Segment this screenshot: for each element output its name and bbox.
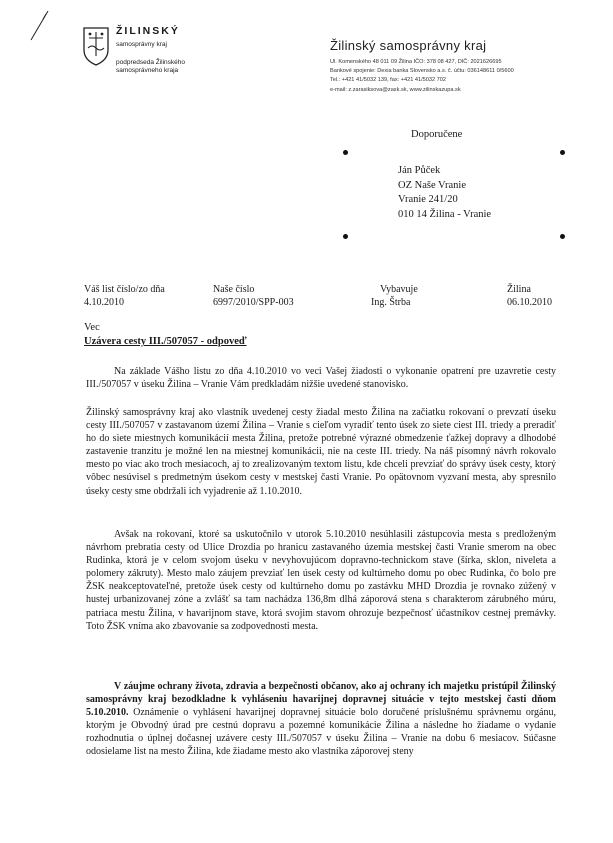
address-corner-mark bbox=[560, 150, 565, 155]
ref-label: Vybavuje bbox=[380, 284, 418, 295]
ref-label: Žilina bbox=[507, 284, 531, 295]
logo-line-2: podpredseda Žilinského bbox=[116, 59, 186, 66]
recipient-city: 010 14 Žilina - Vranie bbox=[398, 208, 492, 220]
ref-value: 6997/2010/SPP-003 bbox=[213, 297, 294, 308]
ref-our-number bbox=[213, 283, 294, 309]
delivery-method: Doporučene bbox=[411, 129, 463, 140]
ref-handled-by bbox=[371, 283, 418, 309]
contact-line: Tel.: +421 41/5032 139, fax: +421 41/5032 702 bbox=[330, 77, 447, 84]
subject-label: Vec bbox=[84, 322, 100, 333]
body-paragraph-2 bbox=[86, 406, 556, 498]
recipient-org: OZ Naše Vranie bbox=[398, 179, 466, 191]
address-corner-mark bbox=[343, 150, 348, 155]
logo-line-3: samosprávneho kraja bbox=[116, 67, 179, 74]
ref-label: Naše číslo bbox=[213, 284, 255, 295]
logo-office bbox=[116, 59, 185, 75]
ref-value: 06.10.2010 bbox=[507, 297, 552, 308]
recipient-name: Ján Půček bbox=[398, 165, 441, 176]
ref-label: Váš list číslo/zo dňa bbox=[84, 284, 165, 295]
recipient-address bbox=[398, 164, 491, 222]
address-corner-mark bbox=[560, 234, 565, 239]
contact-line: Bankové spojenie: Dexia banka Slovensko a.s. č. účtu: 036148611 0/5600 bbox=[330, 68, 514, 75]
body-text bbox=[86, 680, 556, 759]
org-title: Žilinský samosprávny kraj bbox=[330, 38, 487, 53]
body-text: Žilinský samosprávny kraj ako vlastník uvedenej cesty žiadal mesto Žilina na začiatku rokovaní o prevzatí úseku cesty III./507057 v zastavanom území Žilina – Vranie s cieľom vyradiť tento úsek zo siete ciest III. triedy a preradiť ho do siete miestnych komunikácií mesta Žilina, pretože potrebné výrazné obmedzenie ťažkej dopravy a dlhodobé zastavenie tranzitu je možné len na miestnej komunikácii, nie na ceste III. triedy. Na náš písomný návrh rokovalo mesto po viac ako troch mesiacoch, aj to zrealizovaným textom listu, kde chceli prevziať do správy úsek cesty, ktorý vôbec nesúvisel s predmetným úsekom cesty v mestskej časti Vranie. Po opätovnom vyzvaní mesta, aby spresnilo úseky cesty sme obdržali ich vyjadrenie až 1.10.2010. bbox=[86, 407, 556, 497]
coat-of-arms-icon bbox=[82, 26, 110, 66]
ref-your-letter bbox=[84, 283, 165, 309]
body-paragraph-4 bbox=[86, 680, 556, 759]
body-paragraph-1 bbox=[86, 365, 556, 391]
logo-line-1: samosprávny kraj bbox=[116, 41, 167, 48]
contact-line: e-mail: z.zarasiksova@zask.sk, www.zilinskazupa.sk bbox=[330, 86, 461, 93]
logo-name: ŽILINSKÝ bbox=[116, 25, 180, 37]
body-text-regular: Oznámenie o vyhlásení havarijnej dopravnej situácie bolo doručené príslušnému správnemu orgánu, ktorým je Obvodný úrad pre cestnú dopravu a pozemné komunikácie Žilina a následne ho žiadame o vydanie rozhodnutia o úplnej dočasnej uzávere cesty III./507057 v úseku Žilina – Vranie na dobu 6 mesiacov. Súčasne odosielame list na mesto Žilina, kde žiadame mesto ako vlastníka záporovej steny bbox=[86, 707, 556, 758]
subject-title: Uzávera cesty III./507057 - odpoveď bbox=[84, 336, 247, 347]
ref-value: 4.10.2010 bbox=[84, 297, 124, 308]
body-text-bold: V záujme ochrany života, zdravia a bezpečnosti občanov, ako aj ochrany ich majetku pristúpil Žilinský samosprávny kraj bezodkladne k vyhláseniu havarijnej dopravnej situácie v tejto mestskej časti dňom 5.10.2010. bbox=[86, 681, 556, 719]
ref-place-date bbox=[507, 283, 552, 309]
body-paragraph-3 bbox=[86, 528, 556, 633]
address-corner-mark bbox=[343, 234, 348, 239]
body-text: Na základe Vášho listu zo dňa 4.10.2010 vo veci Vašej žiadosti o vykonanie opatrení pre uzavretie cesty III./507057 v úseku Žilina – Vranie Vám predkladám nižšie uvedené stanovisko. bbox=[86, 366, 556, 391]
contact-line: Ul. Komenského 48 011 09 Žilina IČO: 378 08 427, DIČ: 2021626695 bbox=[330, 59, 502, 65]
contact-block bbox=[330, 58, 514, 95]
ref-value: Ing. Štrba bbox=[371, 297, 411, 308]
body-text: Avšak na rokovaní, ktoré sa uskutočnilo v utorok 5.10.2010 nesúhlasili zástupcovia mesta s predloženým návrhom prebratia cesty od Ulice Drozdia po hranicu zastavaného územia mestskej časti Vranie smerom na obec Rudinka, ktorá je v celom svojom úseku v nevyhovujúcom dopravno-technickom stave (šírka, sklon, niveleta a polomery zákruty). Mesto malo záujem prevziať len úsek cesty od kultúrneho domu po obec Rudinka, čo bolo pre ŽSK neakceptovateľné, pretože úsek cesty od kultúrneho domu po zastávku MHD Drozdia je rovnako zúžený v hustej urbanizovanej zóne a zvlášť sa tam nachádza 136,8m dlhá záporová stena s charakterom zárubného múru, patriaca mestu Žilina, v havarijnom stave, ktorá svojim stavom ohrozuje bezpečnosť účastníkov cestnej premávky. Toto ŽSK vníma ako zbavovanie sa zodpovednosti mesta. bbox=[86, 529, 556, 632]
logo-subtitle bbox=[116, 41, 167, 50]
recipient-street: Vranie 241/20 bbox=[398, 194, 458, 205]
pen-mark-icon bbox=[28, 10, 50, 42]
